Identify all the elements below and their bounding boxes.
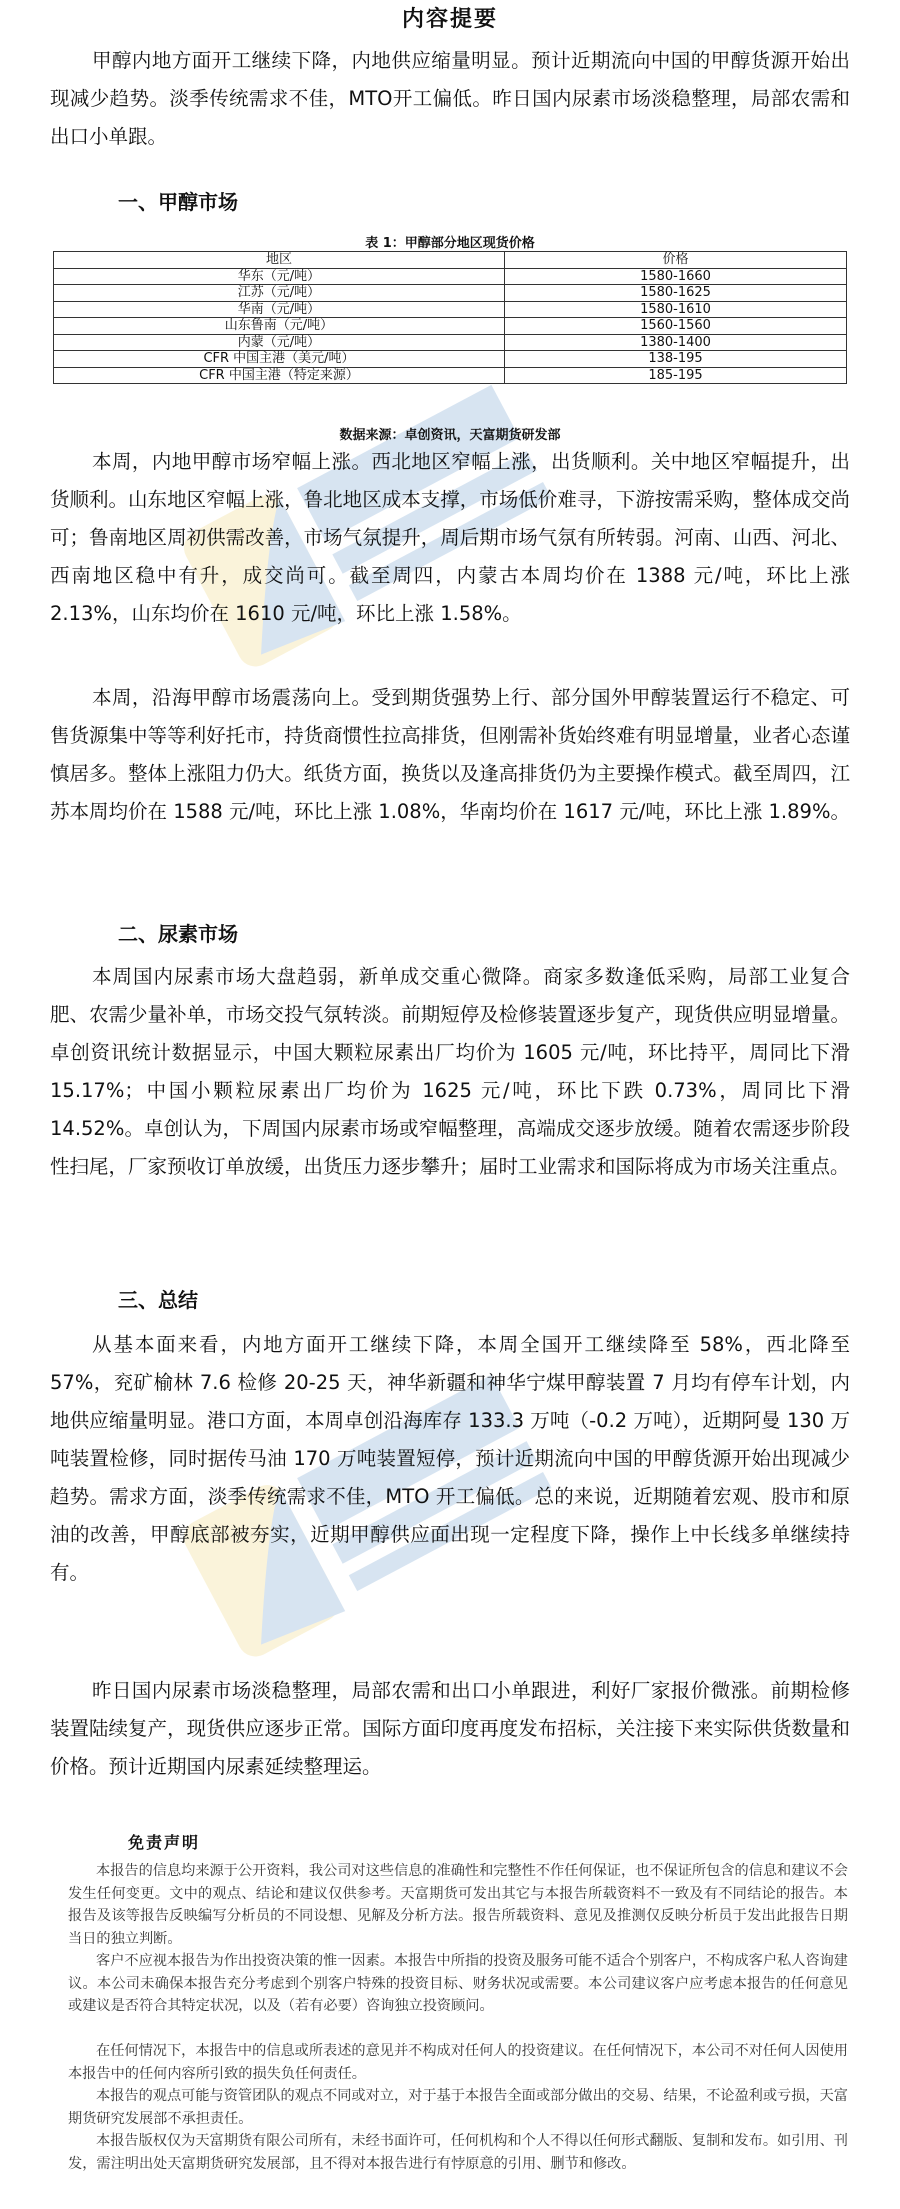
disclaimer-paragraph: 客户不应视本报告为作出投资决策的惟一因素。本报告中所指的投资及服务可能不适合个别客户，不构成客户私人咨询建议。本公司未确保本报告充分考虑到个别客户特殊的投资目标、财务状况或需要。本公司建议客户应考虑本报告的任何意见或建议是否符合其特定状况，以及（若有必要）咨询独立投资顾问。 xyxy=(68,1953,848,2014)
section-heading-methanol: 一、甲醇市场 xyxy=(118,190,238,214)
summary-paragraph: 甲醇内地方面开工继续下降，内地供应缩量明显。预计近期流向中国的甲醇货源开始出现减少趋势。淡季传统需求不佳，MTO开工偏低。昨日国内尿素市场淡稳整理，局部农需和出口小单跟。 xyxy=(50,49,850,148)
table-cell-price: 1580-1660 xyxy=(505,268,847,285)
table-row xyxy=(54,301,847,318)
table-cell-region: 山东鲁南（元/吨） xyxy=(54,318,505,335)
table-cell-region: CFR 中国主港（特定来源） xyxy=(54,367,505,384)
table-cell-region: 华南（元/吨） xyxy=(54,301,505,318)
methanol-inland-paragraph: 本周，内地甲醇市场窄幅上涨。西北地区窄幅上涨，出货顺利。关中地区窄幅提升，出货顺利。山东地区窄幅上涨，鲁北地区成本支撑，市场低价难寻，下游按需采购，整体成交尚可；鲁南地区周初供需改善，市场气氛提升，周后期市场气氛有所转弱。河南、山西、河北、西南地区稳中有升，成交尚可。截至周四，内蒙古本周均价在 1388 元/吨，环比上涨 2.13%，山东均价在 1610 元/吨，环比上涨 1.58%。 xyxy=(50,450,850,625)
table-cell-price: 185-195 xyxy=(505,367,847,384)
page-title: 内容提要 xyxy=(401,7,498,32)
table-source-note: 数据来源：卓创资讯，天富期货研发部 xyxy=(339,428,561,443)
summary-methanol-paragraph: 从基本面来看，内地方面开工继续下降，本周全国开工继续降至 58%，西北降至 57%，兖矿榆林 7.6 检修 20-25 天，神华新疆和神华宁煤甲醇装置 7 月均有停车计划，内地供应缩量明显。港口方面，本周卓创沿海库存 133.3 万吨（-0.2 万吨），近期阿曼 130 万吨装置检修，同时据传马油 170 万吨装置短停，预计近期流向中国的甲醇货源开始出现减少趋势。需求方面，淡季传统需求不佳，MTO 开工偏低。总的来说，近期随着宏观、股市和原油的改善，甲醇底部被夯实，近期甲醇供应面出现一定程度下降，操作上中长线多单继续持有。 xyxy=(50,1333,850,1584)
table-cell-price: 1580-1625 xyxy=(505,285,847,302)
disclaimer-paragraph: 本报告的观点可能与资管团队的观点不同或对立，对于基于本报告全面或部分做出的交易、结果，不论盈利或亏损，天富期货研究发展部不承担责任。 xyxy=(68,2088,848,2127)
table-cell-region: 江苏（元/吨） xyxy=(54,285,505,302)
disclaimer-paragraph: 本报告的信息均来源于公开资料，我公司对这些信息的准确性和完整性不作任何保证，也不保证所包含的信息和建议不会发生任何变更。文中的观点、结论和建议仅供参考。天富期货可发出其它与本报告所载资料不一致及有不同结论的报告。本报告及该等报告反映编写分析员的不同设想、见解及分析方法。报告所载资料、意见及推测仅反映分析员于发出此报告日期当日的独立判断。 xyxy=(68,1863,848,1947)
methanol-price-table xyxy=(53,251,847,384)
summary-urea-paragraph: 昨日国内尿素市场淡稳整理，局部农需和出口小单跟进，利好厂家报价微涨。前期检修装置陆续复产，现货供应逐步正常。国际方面印度再度发布招标，关注接下来实际供货数量和价格。预计近期国内尿素延续整理运。 xyxy=(50,1679,850,1778)
table-cell-price: 1560-1560 xyxy=(505,318,847,335)
table-caption: 表 1：甲醇部分地区现货价格 xyxy=(365,236,535,251)
table-row xyxy=(54,318,847,335)
table-header-row xyxy=(54,252,847,269)
disclaimer-title: 免责声明 xyxy=(128,1833,201,1852)
table-cell-region: 华东（元/吨） xyxy=(54,268,505,285)
methanol-coastal-paragraph: 本周，沿海甲醇市场震荡向上。受到期货强势上行、部分国外甲醇装置运行不稳定、可售货源集中等等利好托市，持货商惯性拉高排货，但刚需补货始终难有明显增量，业者心态谨慎居多。整体上涨阻力仍大。纸货方面，换货以及逢高排货仍为主要操作模式。截至周四，江苏本周均价在 1588 元/吨，环比上涨 1.08%，华南均价在 1617 元/吨，环比上涨 1.89%。 xyxy=(50,686,850,823)
table-row xyxy=(54,268,847,285)
table-header-price: 价格 xyxy=(505,252,847,269)
urea-market-paragraph: 本周国内尿素市场大盘趋弱，新单成交重心微降。商家多数逢低采购，局部工业复合肥、农需少量补单，市场交投气氛转淡。前期短停及检修装置逐步复产，现货供应明显增量。卓创资讯统计数据显示，中国大颗粒尿素出厂均价为 1605 元/吨，环比持平，周同比下滑 15.17%；中国小颗粒尿素出厂均价为 1625 元/吨，环比下跌 0.73%，周同比下滑 14.52%。卓创认为，下周国内尿素市场或窄幅整理，高端成交逐步放缓。随着农需逐步阶段性扫尾，厂家预收订单放缓，出货压力逐步攀升；届时工业需求和国际将成为市场关注重点。 xyxy=(50,965,850,1178)
disclaimer-paragraph: 本报告版权仅为天富期货有限公司所有，未经书面许可，任何机构和个人不得以任何形式翻版、复制和发布。如引用、刊发，需注明出处天富期货研究发展部，且不得对本报告进行有悖原意的引用、删节和修改。 xyxy=(68,2133,848,2172)
table-row xyxy=(54,285,847,302)
table-cell-price: 138-195 xyxy=(505,351,847,368)
section-heading-summary: 三、总结 xyxy=(118,1288,198,1312)
section-heading-urea: 二、尿素市场 xyxy=(118,922,238,946)
table-cell-price: 1380-1400 xyxy=(505,334,847,351)
table-cell-price: 1580-1610 xyxy=(505,301,847,318)
table-cell-region: 内蒙（元/吨） xyxy=(54,334,505,351)
table-row xyxy=(54,334,847,351)
disclaimer-paragraph: 在任何情况下，本报告中的信息或所表述的意见并不构成对任何人的投资建议。在任何情况下，本公司不对任何人因使用本报告中的任何内容所引致的损失负任何责任。 xyxy=(68,2043,848,2082)
table-row xyxy=(54,351,847,368)
table-row xyxy=(54,367,847,384)
table-header-region: 地区 xyxy=(54,252,505,269)
table-cell-region: CFR 中国主港（美元/吨） xyxy=(54,351,505,368)
